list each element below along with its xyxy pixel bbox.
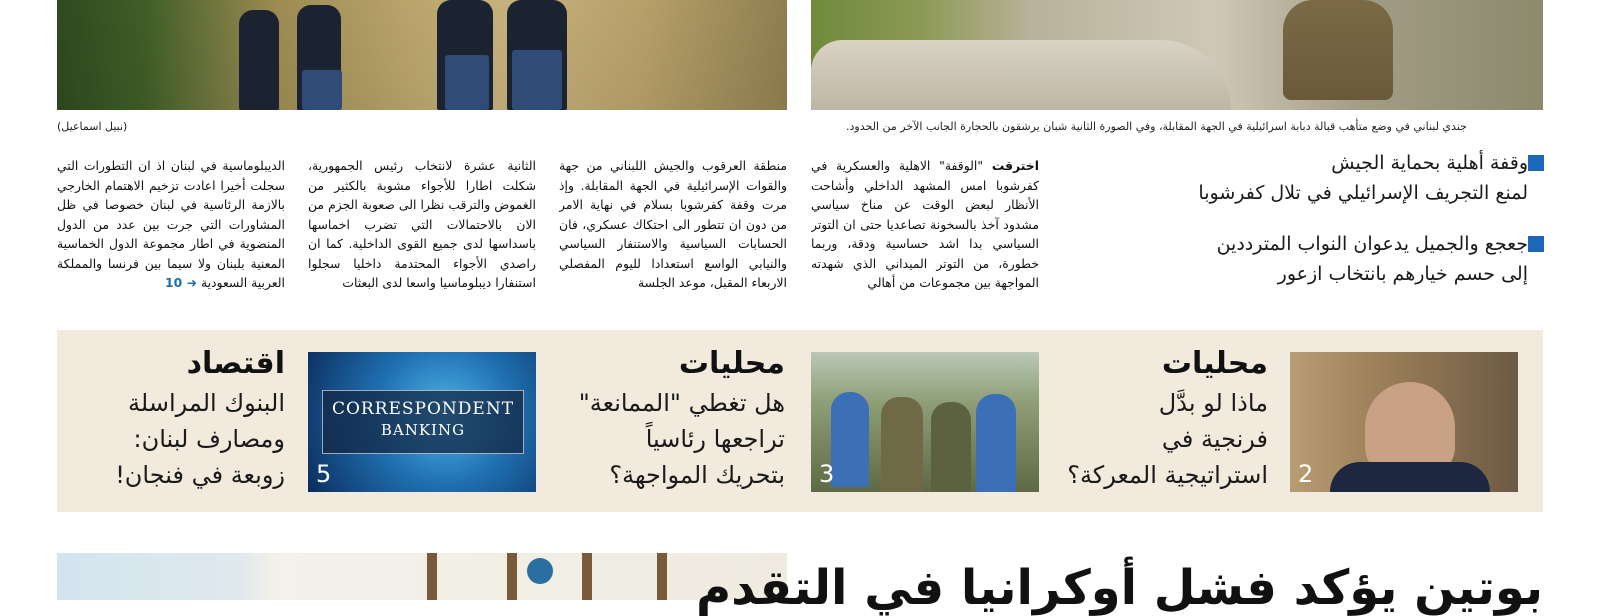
figure [931,402,971,492]
teaser-image-portrait[interactable] [1290,352,1518,492]
soldier [1283,0,1393,100]
top-left-photo [57,0,787,110]
teaser-title-line[interactable]: البنوك المراسلة [128,389,285,417]
figure-legs [445,55,489,110]
rock [811,40,1231,110]
teaser-image-correspondent-banking[interactable] [308,352,536,492]
teaser-title-line[interactable]: تراجعها رئاسياً [645,425,785,453]
article-text: منطقة العرقوب والجيش اللبناني من جهة والقوات الإسرائيلية في الجهة المقابلة. وإذ مرت وقفة كفرشوبا بسلام في نهاية الامر من دون ان تتطور الى احتكاك عسكري، فان الحسابات السياسية والاستنفار السياسي والنيابي الواسع استعدادا لليوم المفصلي الاربعاء المقبل، موعد الجلسة [559,158,787,290]
article-column-2 [559,156,787,296]
figure-head [527,558,553,584]
figure [976,394,1016,492]
teaser-title[interactable] [55,385,285,493]
figure [831,392,869,487]
photo-credit: (نبيل اسماعيل) [57,120,128,133]
teaser-number: 5 [316,460,332,488]
teaser-title-line[interactable]: فرنجية في [1161,425,1268,453]
top-right-photo [811,0,1543,110]
post [582,553,592,600]
teaser-category[interactable]: اقتصاد [186,346,285,381]
post [427,553,437,600]
teaser-number: 2 [1298,460,1314,488]
banking-label-line: BANKING [380,421,466,439]
article-column-1 [811,156,1039,296]
teaser-title-line[interactable]: ماذا لو بدَّل [1158,389,1268,417]
teaser-title-line[interactable]: ومصارف لبنان: [133,425,285,453]
bottom-headline[interactable]: بوتين يؤكد فشل أوكرانيا في التقدم [695,560,1543,616]
teaser-title[interactable] [1038,385,1268,493]
figure [881,397,923,492]
continue-arrow-icon[interactable]: ➜ 10 [165,275,197,290]
teaser-title[interactable] [555,385,785,493]
article-text: الثانية عشرة لانتخاب رئيس الجمهورية، شكلت اطارا للأجواء مشوبة بالكثير من الغموض والترقب نظرا الى صعوبة الجزم من الان بالاحتمالات التي تضرب اخماسها باسداسها لدى جميع القوى الداخلية. كما ان راصدي الأجواء المحتدمة داخليا سجلوا استنفارا ديبلوماسيا واسعا لدى البعثات [308,158,536,290]
article-text: "الوقفة" الاهلية والعسكرية في كفرشوبا امس المشهد الداخلي وأشاحت الأنظار لبعض الوقت عن مناخ سياسي مشدود آخذ بالسخونة تصاعديا حتى ان التوتر السياسي بدا اشد حساسية ودقة، وربما خطورة، من التوتر الميداني الذي شهدته المواجهة بين مجموعات من أهالي [811,158,1039,290]
figure [239,10,279,110]
square-bullet-icon [1528,155,1544,171]
article-lead-word: اخترقت [991,158,1039,173]
article-column-4 [57,156,285,296]
headline-2[interactable] [1217,229,1528,289]
teaser-number: 3 [819,460,835,488]
teaser-image-peacekeepers[interactable] [811,352,1039,492]
teaser-title-line[interactable]: بتحريك المواجهة؟ [609,461,785,489]
teaser-title-line[interactable]: هل تغطي "الممانعة" [578,389,785,417]
square-bullet-icon [1528,236,1544,252]
figure-legs [302,70,342,110]
post [657,553,667,600]
article-text: الديبلوماسية في لبنان اذ ان التطورات التي سجلت أخيرا اعادت تزخيم الاهتمام الخارجي بالازمة الرئاسية في لبنان خصوصا في ظل المشاورات التي جرت بين عدد من الدول المنضوية في اطار مجموعة الدول الخماسية المعنية بلبنان ولا سيما بين فرنسا والمملكة العربية السعودية [57,158,285,290]
teaser-title-line[interactable]: زوبعة في فنجان! [115,461,285,489]
suit [1330,462,1490,492]
headline-line[interactable]: إلى حسم خيارهم بانتخاب ازعور [1277,263,1528,285]
headline-line[interactable]: لمنع التجريف الإسرائيلي في تلال كفرشوبا [1198,182,1528,204]
photo-caption: جندي لبناني في وضع متأهب قبالة دبابة اسرائيلية في الجهة المقابلة، وفي الصورة الثانية شبان يرشقون بالحجارة الجانب الآخر من الحدود. [846,120,1467,133]
headline-line[interactable]: جعجع والجميل يدعوان النواب المترددين [1216,233,1528,255]
article-column-3 [308,156,536,296]
banking-label-box [322,390,524,454]
banking-label-line: CORRESPONDENT [331,399,515,419]
teaser-title-line[interactable]: استراتيجية المعركة؟ [1067,461,1268,489]
headline-1[interactable] [1198,148,1528,208]
bottom-photo [57,553,787,600]
headline-line[interactable]: وقفة أهلية بحماية الجيش [1331,152,1528,174]
teaser-category[interactable]: محليات [678,346,785,381]
teaser-category[interactable]: محليات [1161,346,1268,381]
continue-page-number[interactable]: 10 [165,275,183,290]
figure-legs [512,50,562,110]
post [507,553,517,600]
